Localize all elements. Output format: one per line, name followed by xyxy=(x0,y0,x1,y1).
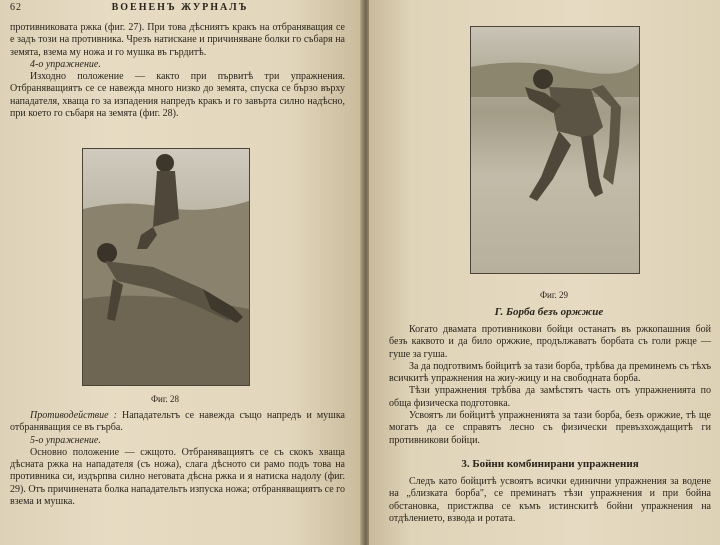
figure-29-caption: Фиг. 29 xyxy=(539,290,569,300)
left-top-text xyxy=(10,22,345,120)
left-bottom-text xyxy=(10,410,345,508)
running-title: ВОЕНЕНЪ ЖУРНАЛЪ xyxy=(111,2,249,13)
section-3-heading: 3. Бойни комбинирани упражнения xyxy=(461,458,639,470)
figure-28-image xyxy=(83,149,249,385)
exercise4-heading: 4-о упражнение. xyxy=(30,58,101,70)
right-para-3: Тѣзи упражнения трѣбва да замѣстятъ часть отъ упражненията по обща физическа подготовка. xyxy=(389,385,711,409)
counter-text: Нападательтъ се навежда също напредъ и мушка отбраняващия се въ гърба. xyxy=(10,410,345,434)
section-g-text xyxy=(389,324,711,447)
running-head xyxy=(10,2,352,16)
section-g-heading: Г. Борба безъ оржжие xyxy=(494,306,604,318)
right-para-2: За да подготвимъ бойцитѣ за тази борба, трѣбва да преминемъ съ тѣхъ всичкитѣ упражнения на жиу-жицу и на свободната борба. xyxy=(389,360,711,385)
section-3-text xyxy=(389,476,711,525)
exercise5-text: Основно положение — сжщото. Отбраняващиятъ се съ скокъ хваща дѣсната ржка на нападателя (съ ножа), слага дѣсното си рамо подъ това на противника си, издърпва силно неговата дѣсна ржка и я натиска надолу (фиг. 29). Отъ причинената болка нападательтъ изпуска ножа; отбраняващиятъ се го взема и мушка. xyxy=(10,446,346,508)
page-number: 62 xyxy=(10,2,22,13)
figure-28-caption: Фиг. 28 xyxy=(150,394,180,404)
right-para-5: Следъ като бойцитѣ усвоятъ всички единични упражнения за водене на „близката борба", се преминатъ тѣзи упражнения и при бойна обстановка, пристжпва се къмъ истинскитѣ бойни упражнения на отдѣлението, взвода и ротата. xyxy=(389,476,711,524)
right-para-4: Усвоятъ ли бойцитѣ упражненията за тази борба, безъ оржжие, тѣ ще могатъ да се справятъ лесно съ физически превъзхождащитѣ ги противникови бойци. xyxy=(389,410,711,446)
right-para-1: Когато двамата противникови бойци останатъ въ ржкопашния бой безъ каквото и да било оржжие, продължаватъ борбата съ голи ржце — гуше за гуша. xyxy=(389,324,711,360)
counter-paragraph xyxy=(10,410,345,435)
counter-label: Противодействие : xyxy=(30,410,117,421)
exercise4-text: Изходно положение — както при първитѣ три упражнения. Отбраняващиятъ се се навежда много низко до земята, спуска се бързо върху нападателя, хваща го за изпадения напредъ кракъ и го завърта силно надѣсно, при което го събаря на земята (фиг. 28). xyxy=(10,71,345,120)
top-paragraph: противниковата ржка (фиг. 27). При това дѣсниятъ кракъ на отбраняващия се е задъ този на противника. Чрезъ натискане и причиняване болки го събаря на земята, взема му ножа и го мушка въ гърдитѣ. xyxy=(10,22,345,58)
right-page xyxy=(369,0,720,545)
figure-29-photo xyxy=(470,26,640,274)
figure-29-image xyxy=(471,27,639,273)
exercise5-heading: 5-о упражнение. xyxy=(30,434,101,446)
figure-28-photo xyxy=(82,148,250,386)
